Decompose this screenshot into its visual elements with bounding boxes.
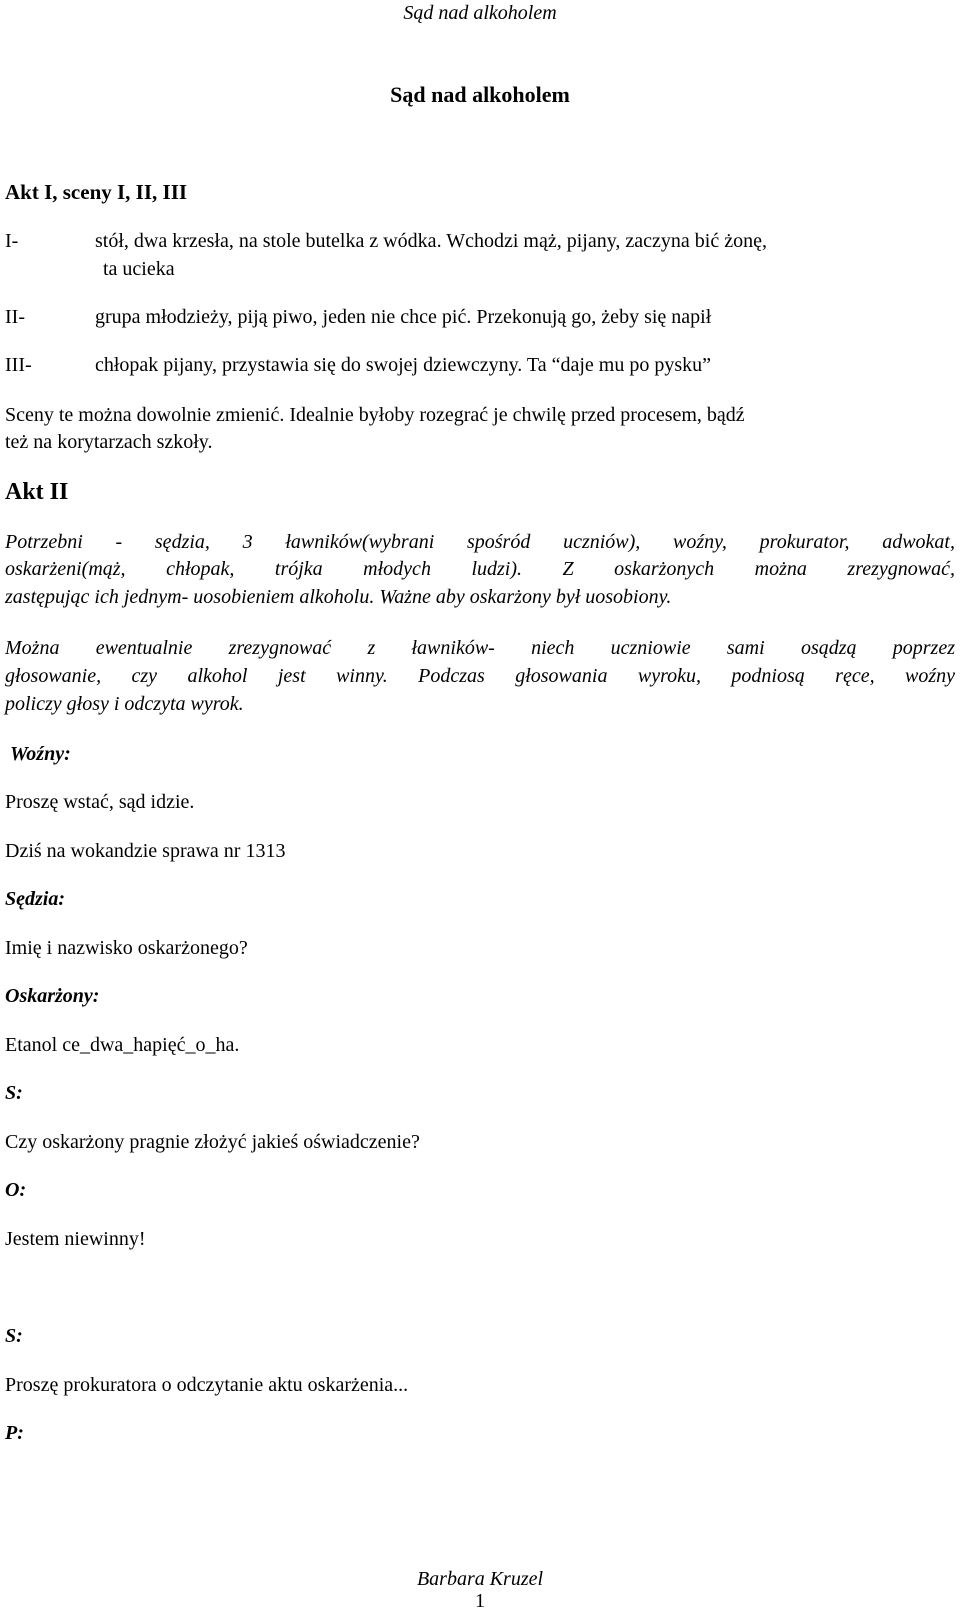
act2-para2-line3: policzy głosy i odczyta wyrok. xyxy=(5,693,244,715)
speaker-sedzia: Sędzia: xyxy=(5,888,65,910)
speaker-o: O: xyxy=(5,1179,27,1201)
dialogue-line: Dziś na wokandzie sprawa nr 1313 xyxy=(5,840,286,862)
scenes-note-line1: Sceny te można dowolnie zmienić. Idealnie byłoby rozegrać je chwilę przed procesem, bądź xyxy=(5,404,745,426)
scene-3-text: chłopak pijany, przystawia się do swojej dziewczyny. Ta “daje mu po pysku” xyxy=(95,354,712,376)
speaker-wozny: Woźny: xyxy=(10,743,71,765)
act2-para2-line2: głosowanie, czy alkohol jest winny. Podczas głosowania wyroku, podniosą ręce, woźny xyxy=(5,665,955,687)
page-number: 1 xyxy=(475,1590,485,1612)
act2-para1-line1: Potrzebni - sędzia, 3 ławników(wybrani spośród uczniów), woźny, prokurator, adwokat, xyxy=(5,531,955,553)
scene-1-text-cont: ta ucieka xyxy=(103,258,175,280)
dialogue-line: Imię i nazwisko oskarżonego? xyxy=(5,937,248,959)
speaker-oskarzony: Oskarżony: xyxy=(5,985,100,1007)
dialogue-line: Czy oskarżony pragnie złożyć jakieś oświadczenie? xyxy=(5,1131,420,1153)
act2-para1-line3: zastępując ich jednym- uosobieniem alkoholu. Ważne aby oskarżony był uosobiony. xyxy=(5,586,672,608)
scene-1-text: stół, dwa krzesła, na stole butelka z wódka. Wchodzi mąż, pijany, zaczyna bić żonę, xyxy=(95,230,767,252)
running-header: Sąd nad alkoholem xyxy=(403,2,557,24)
dialogue-line: Jestem niewinny! xyxy=(5,1228,146,1250)
act2-para2-line1: Można ewentualnie zrezygnować z ławników- niech uczniowie sami osądzą poprzez xyxy=(5,637,955,659)
dialogue-line: Proszę wstać, sąd idzie. xyxy=(5,791,195,813)
scene-2-text: grupa młodzieży, piją piwo, jeden nie chce pić. Przekonują go, żeby się napił xyxy=(95,306,712,328)
speaker-s: S: xyxy=(5,1325,23,1347)
act2-para1-line2: oskarżeni(mąż, chłopak, trójka młodych ludzi). Z oskarżonych można zrezygnować, xyxy=(5,558,955,580)
dialogue-line: Etanol ce_dwa_hapięć_o_ha. xyxy=(5,1034,240,1056)
act2-heading: Akt II xyxy=(5,479,69,505)
act1-heading: Akt I, sceny I, II, III xyxy=(5,180,188,204)
speaker-p: P: xyxy=(5,1422,24,1444)
document-title: Sąd nad alkoholem xyxy=(390,82,570,107)
dialogue-line: Proszę prokuratora o odczytanie aktu oskarżenia... xyxy=(5,1374,409,1396)
speaker-s: S: xyxy=(5,1082,23,1104)
scenes-note-line2: też na korytarzach szkoły. xyxy=(5,431,213,453)
footer-author: Barbara Kruzel xyxy=(416,1568,544,1590)
scene-3-number: III- xyxy=(5,354,32,376)
scene-1-number: I- xyxy=(5,230,19,252)
scene-2-number: II- xyxy=(5,306,25,328)
